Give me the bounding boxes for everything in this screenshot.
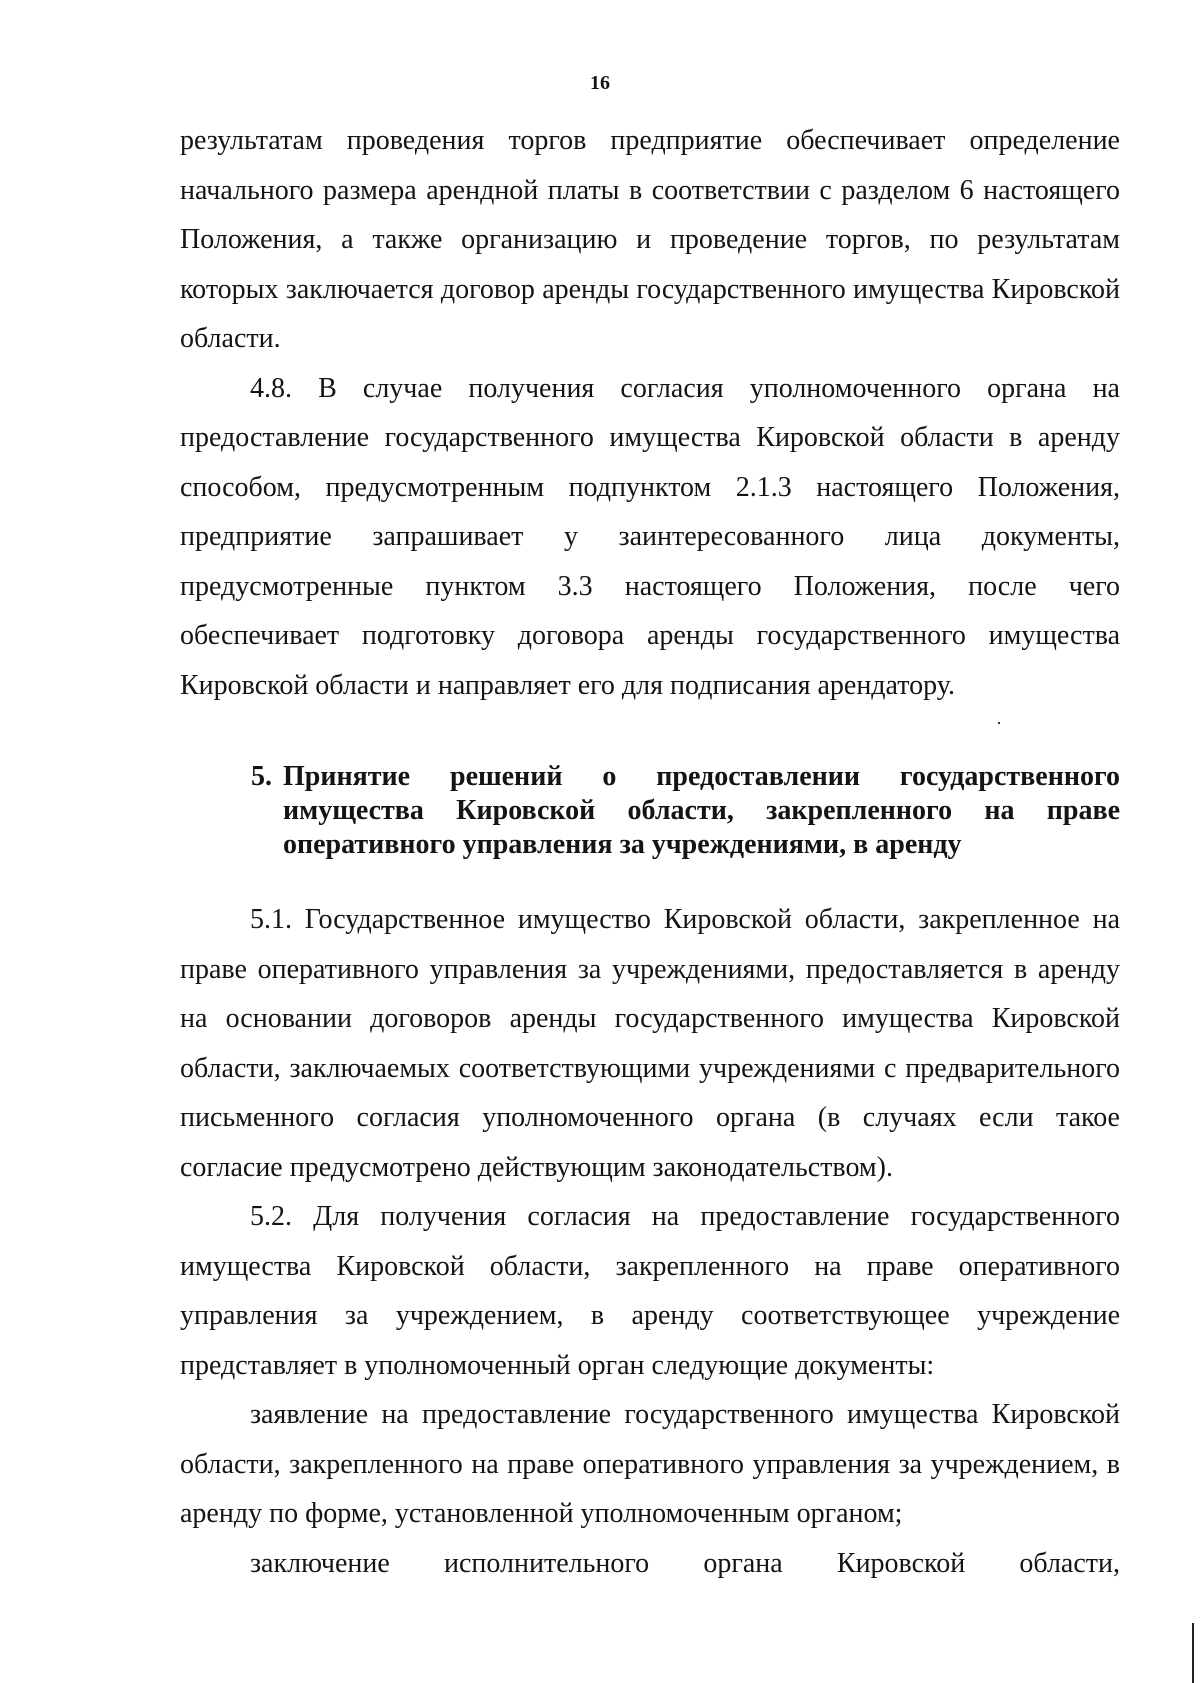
section-heading-number: 5. [251,761,272,792]
paragraph-continuation: результатам проведения торгов предприятие обеспечивает определение начального размера арендной платы в соответствии с разделом 6 настоящего Положения, а также организацию и проведение торгов, по результатам которых заключается договор аренды государственного имущества Кировской области. [180,125,1120,354]
margin-mark [1192,1623,1194,1683]
page-number: 16 [590,72,610,94]
paragraph-4-8: 4.8. В случае получения согласия уполномоченного органа на предоставление государственного имущества Кировской области в аренду способом, предусмотренным подпунктом 2.1.3 настоящего Положения, предприятие запрашивает у заинтересованного лица документы, предусмотренные пунктом 3.3 настоящего Положения, после чего обеспечивает подготовку договора аренды государственного имущества Кировской области и направляет его для подписания арендатору. [180,372,1120,701]
paragraph-5-2: 5.2. Для получения согласия на предоставление государственного имущества Кировской области, закрепленного на праве оперативного управления за учреждением, в аренду соответствующее учреждение представляет в уполномоченный орган следующие документы: [180,1201,1120,1381]
paragraph-conclusion: заключение исполнительного органа Кировской области, [250,1547,1120,1579]
dot-mark [998,722,1000,724]
document-body-section5 [180,895,1120,1588]
section-heading [251,760,1120,862]
paragraph-application: заявление на предоставление государственного имущества Кировской области, закрепленного на праве оперативного управления за учреждением, в аренду по форме, установленной уполномоченным органом; [180,1399,1120,1529]
paragraph-5-1: 5.1. Государственное имущество Кировской области, закрепленное на праве оперативного управления за учреждениями, предоставляется в аренду на основании договоров аренды государственного имущества Кировской области, заключаемых соответствующими учреждениями с предварительного письменного согласия уполномоченного органа (в случаях если такое согласие предусмотрено действующим законодательством). [180,904,1120,1183]
document-body-top [180,116,1120,710]
section-heading-text: Принятие решений о предоставлении государственного имущества Кировской области, закрепленного на праве оперативного управления за учреждениями, в аренду [283,761,1120,860]
